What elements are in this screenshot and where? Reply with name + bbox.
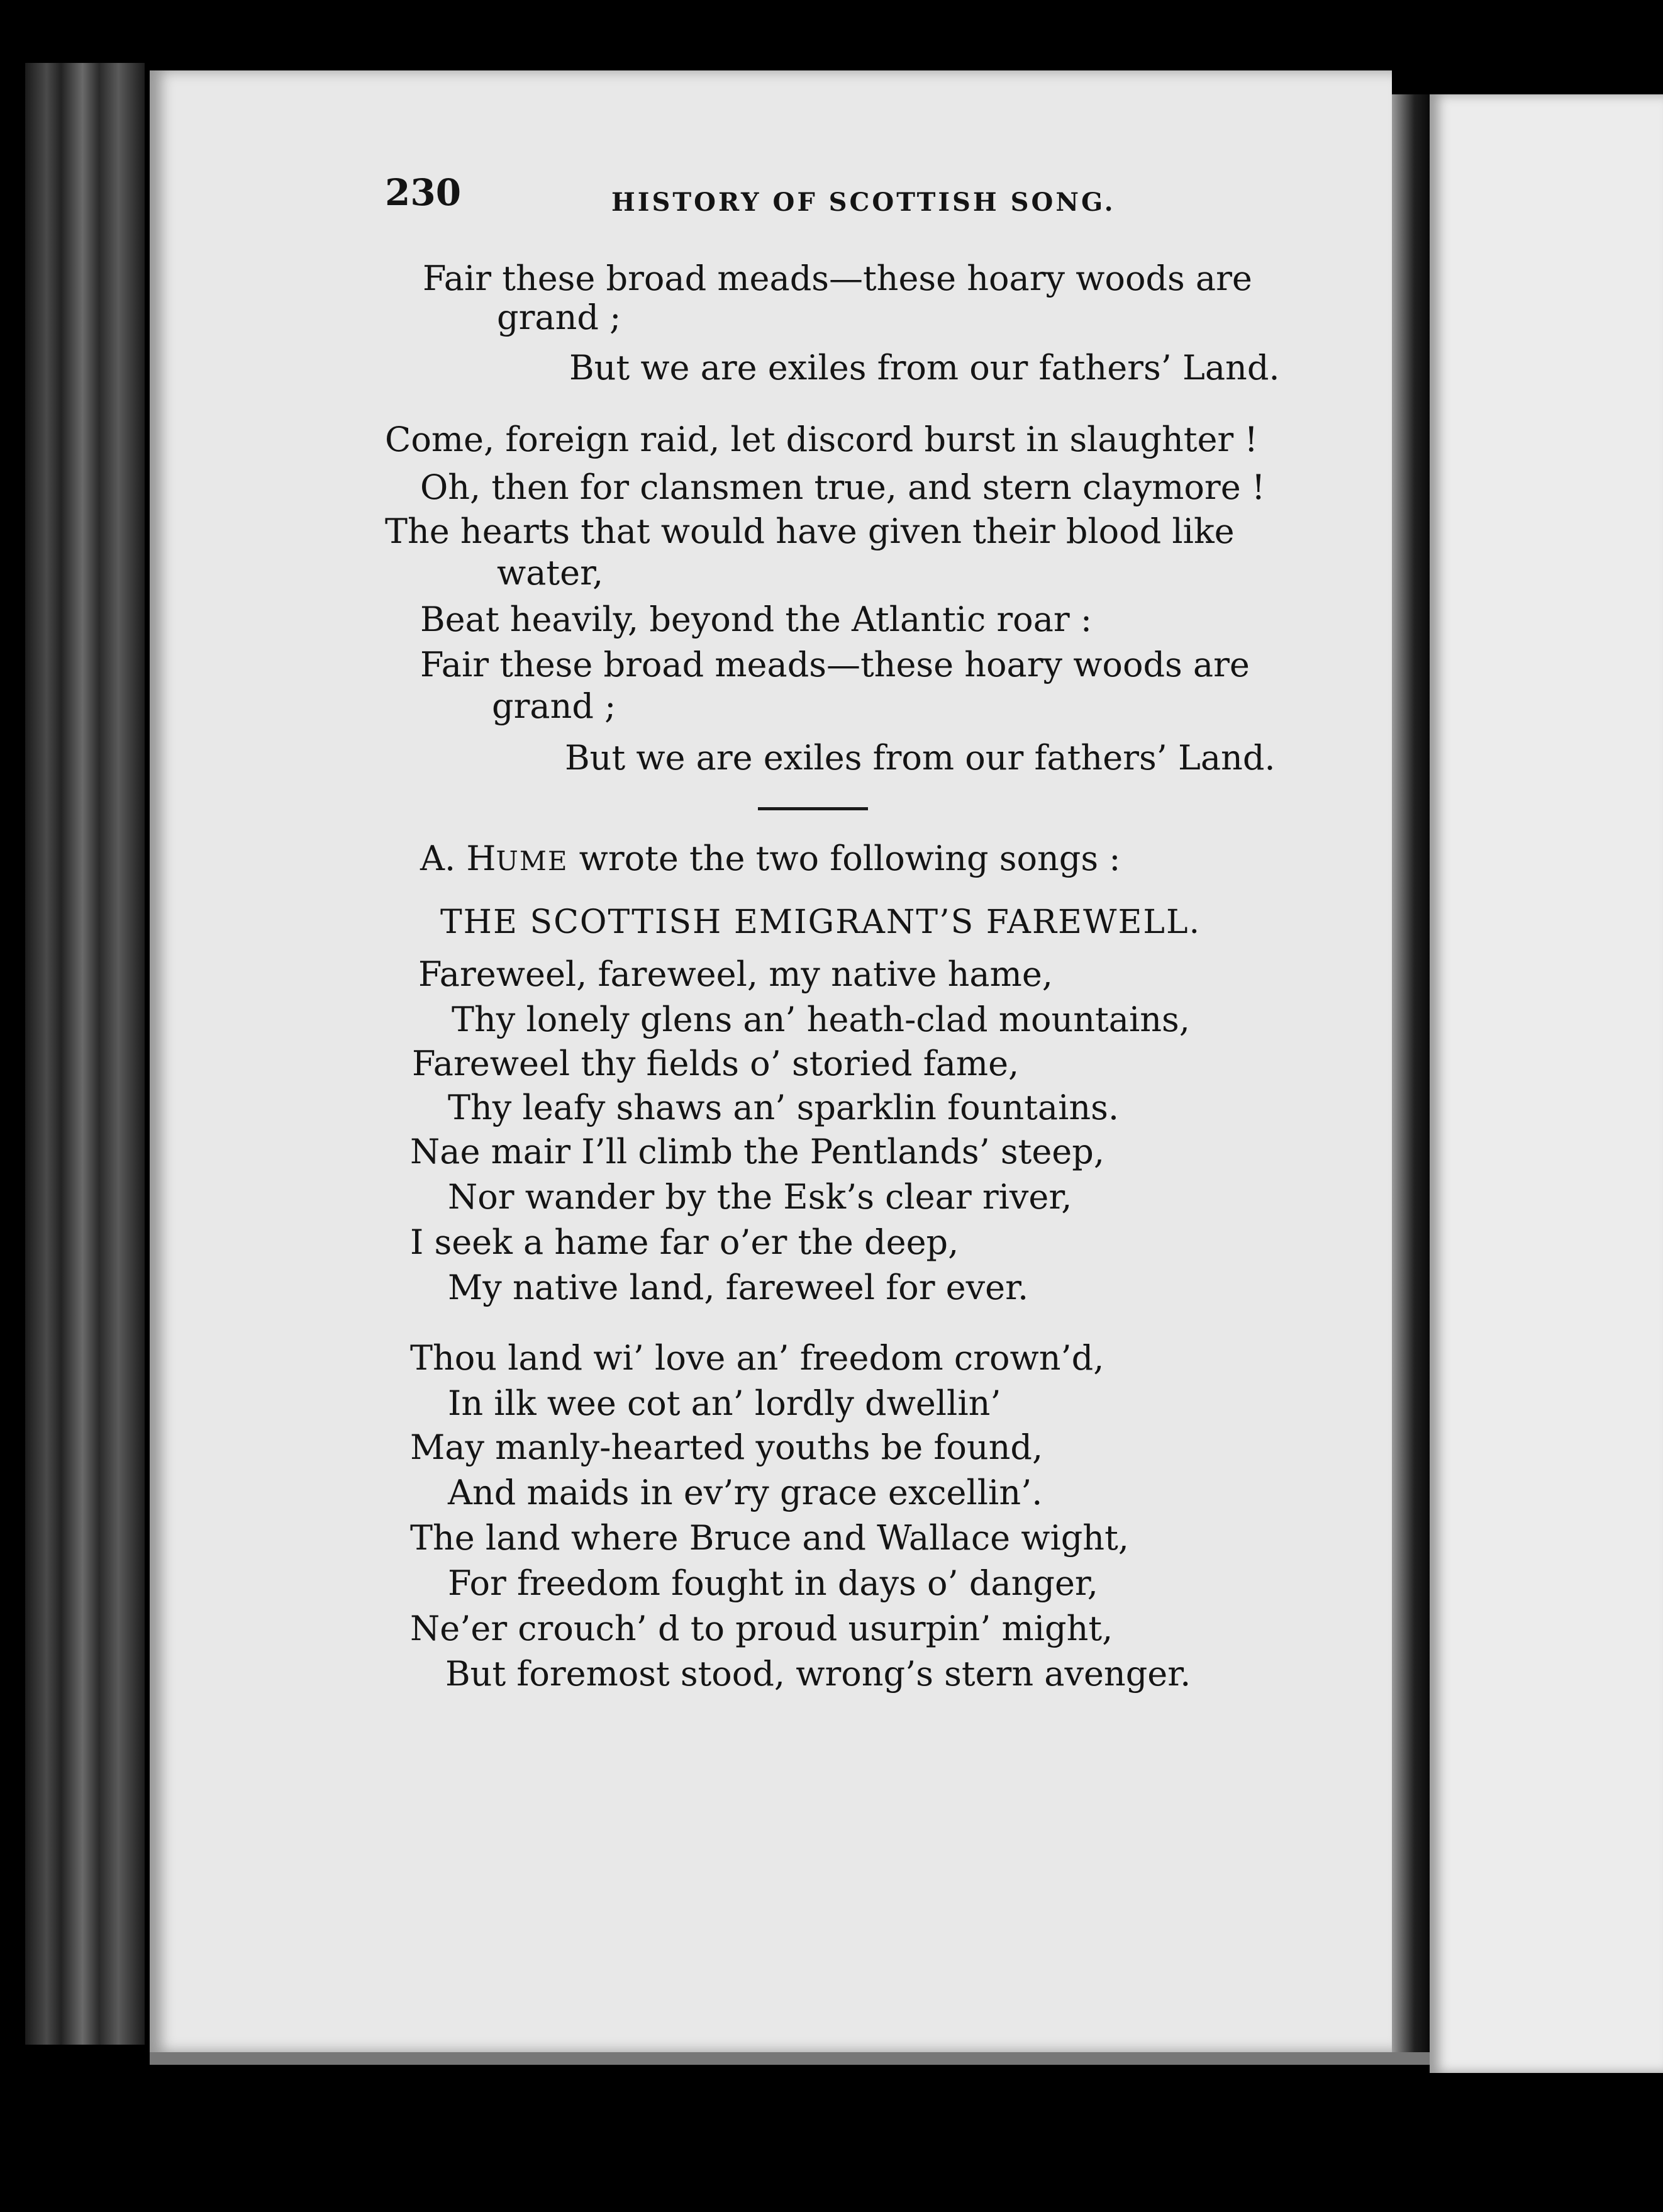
poem-line: Fair these broad meads—these hoary woods are <box>420 645 1250 684</box>
verse-line: May manly-hearted youths be found, <box>410 1427 1043 1467</box>
author-small-caps: UME <box>496 846 569 876</box>
poem-line: grand ; <box>492 686 616 726</box>
verse-line: And maids in ev’ry grace excellin’. <box>448 1473 1043 1512</box>
verse-line: Thy leafy shaws an’ sparklin fountains. <box>448 1088 1120 1127</box>
verse-line: But foremost stood, wrong’s stern avenger. <box>445 1654 1191 1694</box>
right-page-edge <box>1430 94 1663 2073</box>
verse-line: I seek a hame far o’er the deep, <box>410 1222 959 1262</box>
verse-line: For freedom fought in days o’ danger, <box>448 1563 1098 1603</box>
verse-line: Thy lonely glens an’ heath-clad mountains, <box>452 1000 1190 1039</box>
verse-line: Ne’er crouch’ d to proud usurpin’ might, <box>410 1609 1113 1648</box>
poem-line: Come, foreign raid, let discord burst in slaughter ! <box>385 420 1259 459</box>
verse-line: Fareweel thy fields o’ storied fame, <box>412 1044 1020 1083</box>
intro-line <box>420 839 1121 878</box>
verse-line: The land where Bruce and Wallace wight, <box>410 1518 1129 1558</box>
intro-prefix: A. <box>420 839 467 878</box>
poem-line: But we are exiles from our fathers’ Land. <box>565 738 1276 778</box>
poem-line: water, <box>497 553 604 593</box>
poem-line: The hearts that would have given their blood like <box>385 511 1235 551</box>
poem-line: grand ; <box>497 298 621 337</box>
verse-line: Nae mair I’ll climb the Pentlands’ steep, <box>410 1132 1104 1171</box>
poem-line: Fair these broad meads—these hoary woods are <box>423 259 1252 298</box>
section-rule <box>758 807 868 810</box>
poem-line: But we are exiles from our fathers’ Land. <box>569 348 1280 388</box>
running-head: HISTORY OF SCOTTISH SONG. <box>611 187 1116 217</box>
intro-suffix: wrote the two following songs : <box>568 839 1121 878</box>
page-gutter <box>1392 94 1430 2057</box>
verse-line: Thou land wi’ love an’ freedom crown’d, <box>410 1338 1104 1378</box>
page-bottom-edge <box>150 2052 1430 2065</box>
page-number: 230 <box>385 171 462 214</box>
book-binding <box>25 63 145 2045</box>
verse-line: Fareweel, fareweel, my native hame, <box>418 954 1053 994</box>
verse-line: My native land, fareweel for ever. <box>448 1268 1029 1307</box>
verse-line: In ilk wee cot an’ lordly dwellin’ <box>448 1383 1001 1423</box>
verse-line: Nor wander by the Esk’s clear river, <box>448 1177 1072 1217</box>
author-initial: H <box>466 839 496 878</box>
song-title: THE SCOTTISH EMIGRANT’S FAREWELL. <box>440 903 1201 941</box>
poem-line: Oh, then for clansmen true, and stern claymore ! <box>420 467 1265 507</box>
poem-line: Beat heavily, beyond the Atlantic roar : <box>420 600 1093 639</box>
